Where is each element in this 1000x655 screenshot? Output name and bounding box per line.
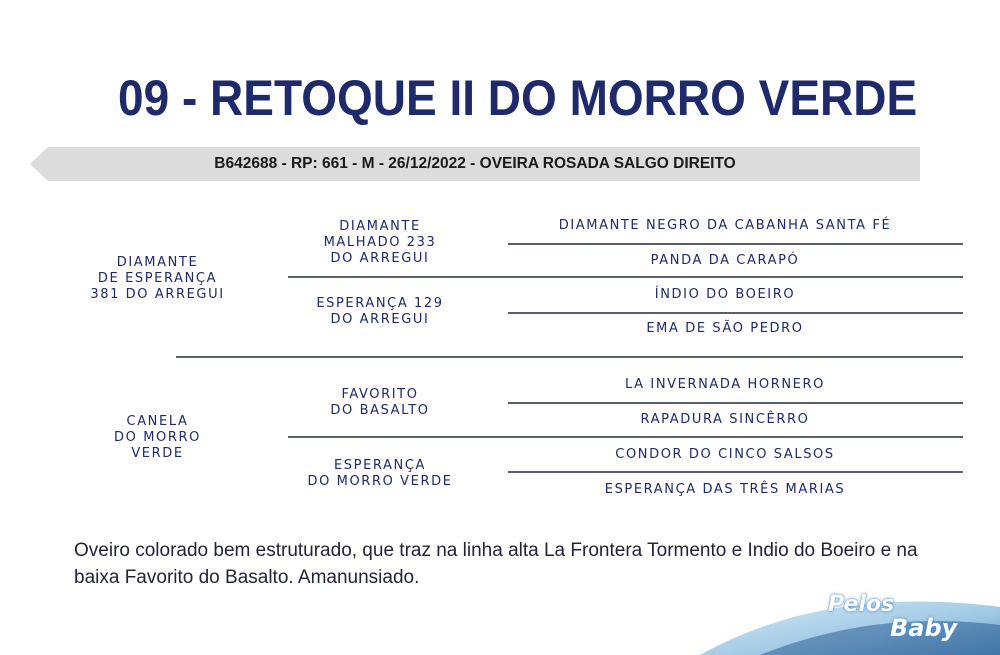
sds-name: ÍNDIO DO BOEIRO	[654, 287, 796, 302]
sss-name: DIAMANTE NEGRO DA CABANHA SANTA FÉ	[558, 218, 892, 233]
sire-name: DIAMANTE DE ESPERANÇA 381 DO ARREGUI	[90, 255, 225, 302]
divider-gen3-3	[508, 402, 963, 404]
sire-sire-name: DIAMANTE MALHADO 233 DO ARREGUI	[323, 219, 437, 266]
ssd-name: PANDA DA CARAPÓ	[650, 253, 800, 268]
ddd-name: ESPERANÇA DAS TRÊS MARIAS	[604, 482, 846, 497]
description: Oveiro colorado bem estruturado, que traz na linha alta La Frontera Tormento e Indio do Boeiro e na baixa Favorito do Basalto. Amanunsiado.	[74, 540, 918, 588]
page-title: 09 - RETOQUE II DO MORRO VERDE	[118, 70, 918, 126]
dds-name: CONDOR DO CINCO SALSOS	[615, 447, 835, 462]
divider-gen2-2	[288, 436, 963, 438]
dam-name: CANELA DO MORRO VERDE	[114, 414, 201, 461]
sire-dam-name: ESPERANÇA 129 DO ARREGUI	[316, 296, 444, 327]
registry-info: B642688 - RP: 661 - M - 26/12/2022 - OVEIRA ROSADA SALGO DIREITO	[214, 155, 736, 172]
logo-text-pelos: Pelos	[828, 592, 895, 617]
divider-gen1	[176, 356, 963, 358]
divider-gen3-1	[508, 243, 963, 245]
dsd-name: RAPADURA SINCÊRRO	[640, 412, 810, 427]
logo-text-baby: Baby	[890, 614, 958, 642]
sdd-name: EMA DE SÃO PEDRO	[646, 321, 804, 336]
divider-gen3-4	[508, 471, 963, 473]
divider-gen3-2	[508, 312, 963, 314]
divider-gen2-1	[288, 276, 963, 278]
registry-banner	[30, 147, 920, 181]
dam-sire-name: FAVORITO DO BASALTO	[330, 387, 430, 418]
dss-name: LA INVERNADA HORNERO	[625, 377, 825, 392]
dam-dam-name: ESPERANÇA DO MORRO VERDE	[307, 458, 453, 489]
